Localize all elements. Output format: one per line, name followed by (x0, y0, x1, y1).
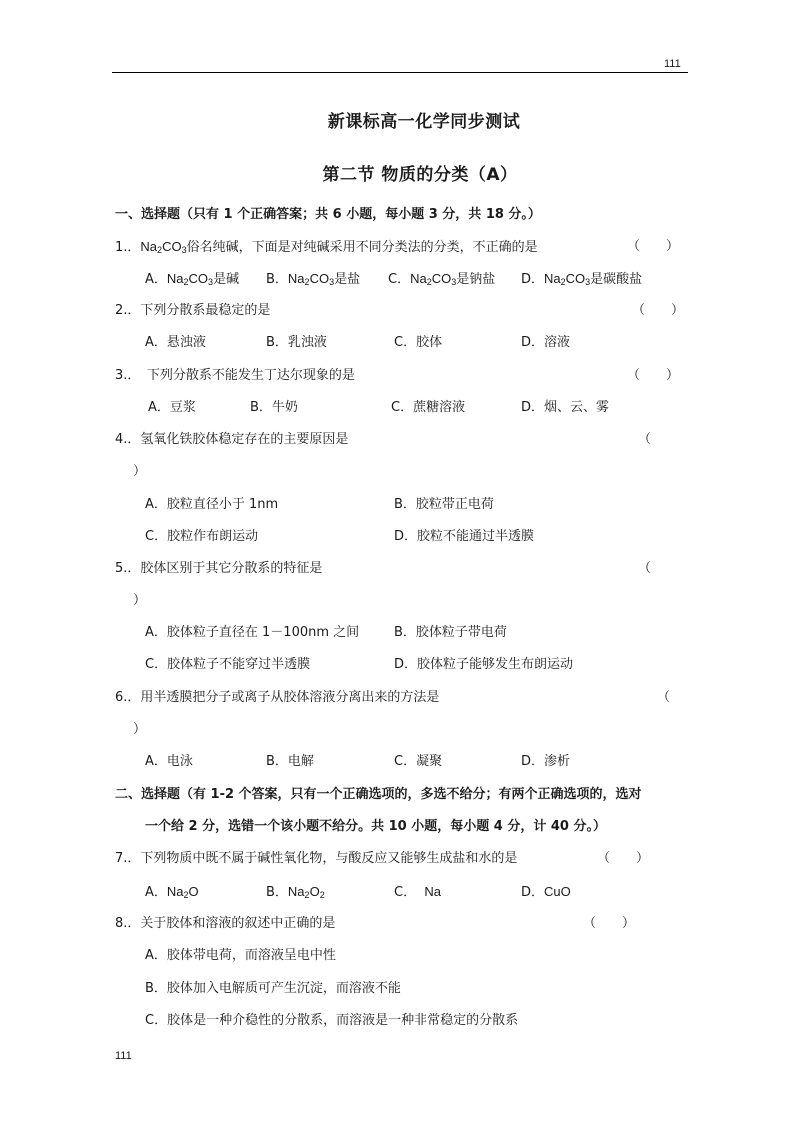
section2-heading-cont: 一个给 2 分，选错一个该小题不给分。共 10 小题，每小题 4 分，计 40 分。） (145, 819, 606, 834)
header-rule (112, 72, 688, 73)
question-2-option-b: B．乳浊液 (266, 335, 327, 350)
answer-paren-open: （ (657, 690, 671, 705)
question-4-option-d: D．胶粒不能通过半透膜 (394, 529, 535, 544)
question-6-option-a: A．电泳 (145, 754, 193, 769)
question-4-option-c: C．胶粒作布朗运动 (145, 529, 259, 544)
question-1-option-d: D．$Na_2CO_3$是碳酸盐 (521, 271, 643, 287)
answer-paren-open: （ (638, 561, 652, 576)
section2-heading: 二、选择题（有 1-2 个答案，只有一个正确选项的，多选不给分；有两个正确选项的，选对 (115, 787, 642, 802)
answer-paren-open: （ (638, 432, 652, 447)
question-4-option-b: B．胶粒带正电荷 (394, 497, 494, 512)
question-7-option-c: C． Na (394, 884, 441, 900)
question-number: 1. (115, 240, 128, 255)
question-7-option-a: A．$Na_2O$ (145, 884, 199, 900)
question-6-stem: 6.．用半透膜把分子或离子从胶体溶液分离出来的方法是 (115, 690, 440, 705)
question-6-option-d: D．渗析 (521, 754, 571, 769)
question-3-option-d: D．烟、云、雾 (521, 400, 610, 415)
question-6-option-c: C．凝聚 (394, 754, 443, 769)
answer-paren: （ ） (597, 851, 650, 866)
document-subtitle: 第二节 物质的分类（A） (322, 165, 518, 185)
question-1-option-a: A．$Na_2CO_3$是碱 (145, 271, 240, 287)
question-1-option-c: C．$Na_2CO_3$是钠盐 (388, 271, 496, 287)
question-4-stem: 4.．氢氧化铁胶体稳定存在的主要原因是 (115, 432, 349, 447)
answer-paren: （ ） (627, 239, 680, 254)
question-1-stem: 1.．$Na_2CO_3$俗名纯碱，下面是对纯碱采用不同分类法的分类，不正确的是 (115, 239, 538, 255)
question-3-option-a: A．豆浆 (148, 400, 196, 415)
question-7-stem: 7.．下列物质中既不属于碱性氧化物，与酸反应又能够生成盐和水的是 (115, 851, 518, 866)
header-page-number: 111 (664, 58, 681, 70)
answer-paren: （ ） (627, 368, 680, 383)
question-5-option-c: C．胶体粒子不能穿过半透膜 (145, 657, 311, 672)
question-8-option-b: B．胶体加入电解质可产生沉淀，而溶液不能 (145, 981, 401, 996)
question-6-option-b: B．电解 (266, 754, 314, 769)
answer-paren-close: ） (133, 593, 147, 608)
question-3-stem: 3.． 下列分散系不能发生丁达尔现象的是 (115, 368, 355, 383)
answer-paren: （ ） (632, 303, 685, 318)
question-5-stem: 5.．胶体区别于其它分散系的特征是 (115, 561, 323, 576)
question-8-option-c: C．胶体是一种介稳性的分散系，而溶液是一种非常稳定的分散系 (145, 1013, 519, 1028)
question-2-option-c: C．胶体 (394, 335, 443, 350)
question-7-option-b: B．$Na_2O_2$ (266, 884, 325, 900)
question-8-stem: 8.．关于胶体和溶液的叙述中正确的是 (115, 916, 336, 931)
footer-page-number: 111 (115, 1050, 132, 1062)
question-3-option-c: C．蔗糖溶液 (391, 400, 466, 415)
question-8-option-a: A．胶体带电荷，而溶液呈电中性 (145, 948, 336, 963)
answer-paren: （ ） (583, 916, 636, 931)
question-2-option-a: A．悬浊液 (145, 335, 206, 350)
formula-na2co3: $Na_2CO_3$ (140, 239, 187, 255)
question-4-option-a: A．胶粒直径小于 1nm (145, 497, 279, 512)
question-1-option-b: B．$Na_2CO_3$是盐 (266, 271, 361, 287)
section1-heading: 一、选择题（只有 1 个正确答案；共 6 小题，每小题 3 分，共 18 分。） (115, 207, 541, 222)
question-3-option-b: B．牛奶 (250, 400, 298, 415)
question-2-option-d: D．溶液 (521, 335, 571, 350)
question-5-option-a: A．胶体粒子直径在 1－100nm 之间 (145, 625, 360, 640)
question-5-option-b: B．胶体粒子带电荷 (394, 625, 507, 640)
question-2-stem: 2.．下列分散系最稳定的是 (115, 303, 271, 318)
answer-paren-close: ） (133, 722, 147, 737)
question-5-option-d: D．胶体粒子能够发生布朗运动 (394, 657, 574, 672)
document-title: 新课标高一化学同步测试 (327, 112, 521, 132)
question-7-option-d: D．CuO (521, 884, 571, 900)
answer-paren-close: ） (133, 464, 147, 479)
